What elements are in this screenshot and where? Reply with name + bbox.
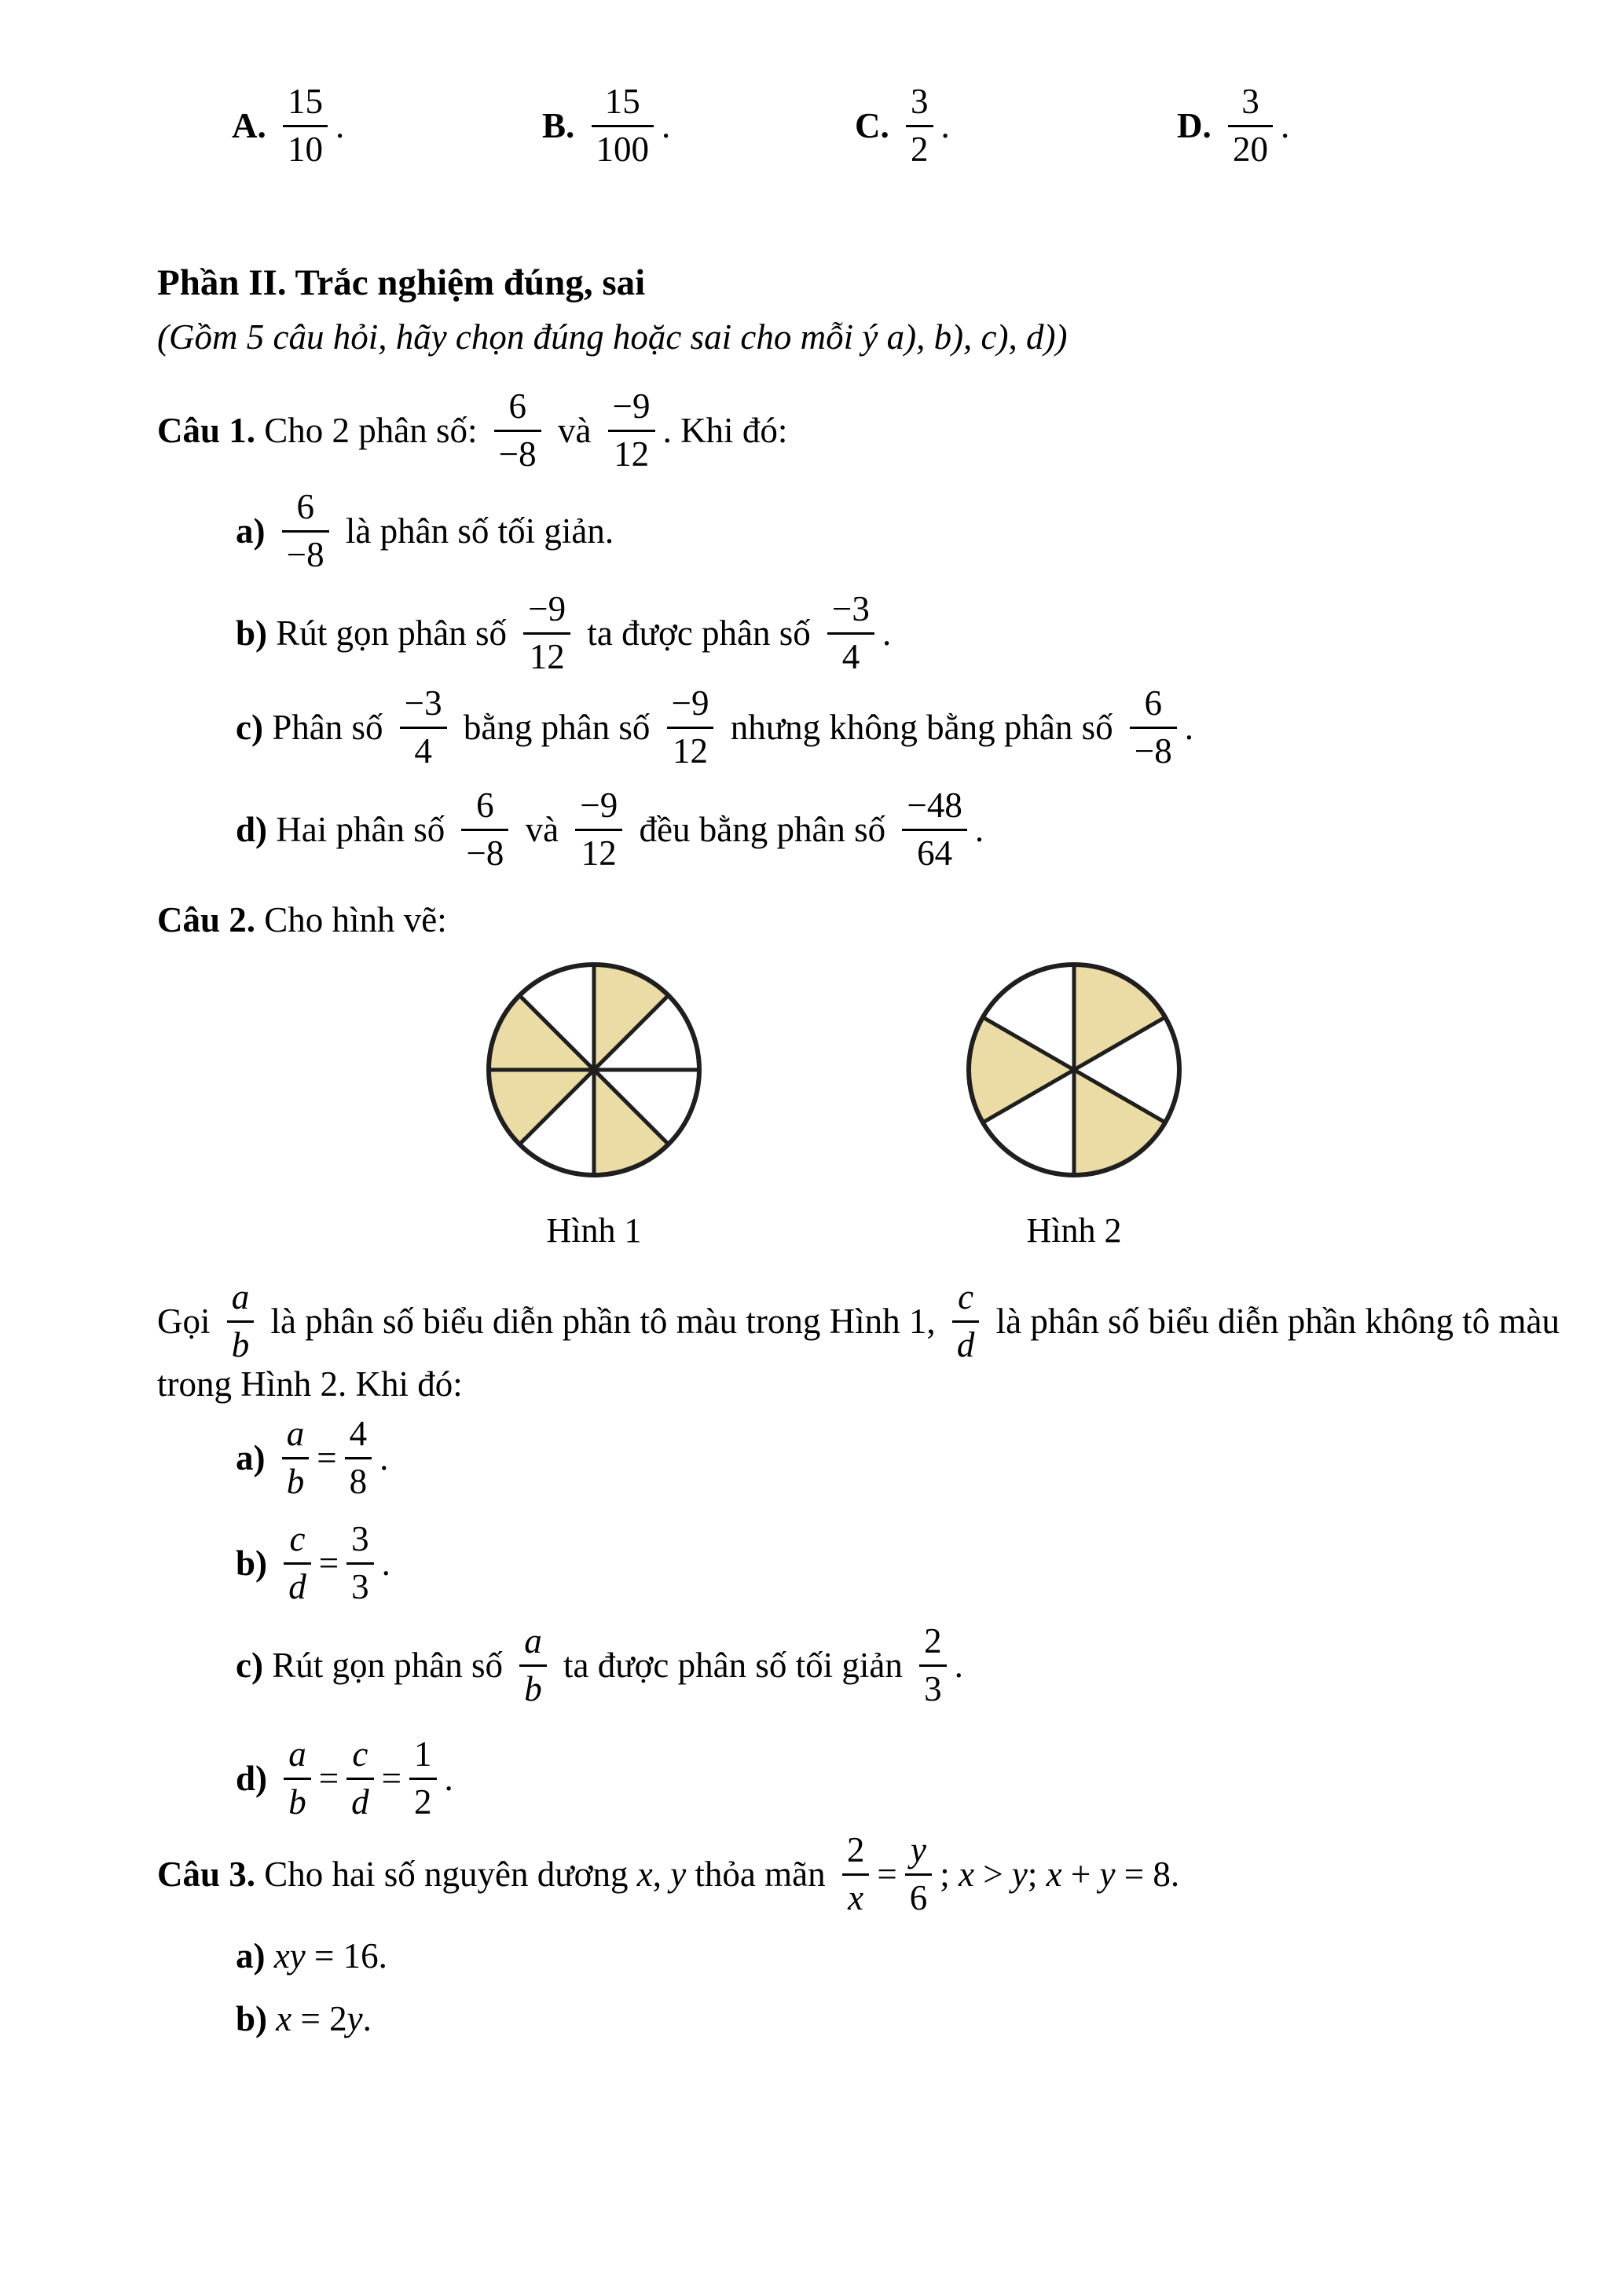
statement-1d: d) Hai phân số $\frac{6}{-8}$ và $\frac{-9}{12}$ đều bằng phân số $\frac{-48}{64}$ .: [236, 785, 984, 873]
question-2-definition-line-1: Gọi $\frac{a}{b}$ là phân số biểu diễn phần tô màu trong Hình 1, $\frac{c}{d}$ là phân số biểu diễn phần không tô màu: [157, 1277, 1560, 1364]
statement-2d: d) $\frac{a}{b}$ = $\frac{c}{d}$ = $\frac{1}{2}$ .: [236, 1734, 453, 1822]
answer-option-c: C. $\frac{3}{2}$ .: [855, 82, 950, 169]
answer-options-row: [0, 67, 1624, 185]
fraction: $\frac{1}{2}$: [409, 1736, 437, 1821]
figure-hinh-2: [964, 960, 1184, 1251]
fraction: $\frac{3}{2}$: [906, 83, 933, 168]
pie-figure-2: [964, 960, 1184, 1188]
statement-2a: a) $\frac{a}{b}$ = $\frac{4}{8}$ .: [236, 1414, 389, 1501]
figure-label: Hình 2: [1026, 1211, 1122, 1250]
question-3-intro: Câu 3. Cho hai số nguyên dương x , y thỏa mãn $\frac{2}{x}$ = $\frac{y}{6}$ ; x > y ; x + y = 8.: [157, 1830, 1180, 1917]
fraction: $\frac{2}{3}$: [919, 1623, 947, 1708]
fraction: $\frac{c}{d}$: [284, 1521, 311, 1606]
answer-option-a: A. $\frac{15}{10}$ .: [232, 82, 345, 169]
fraction: $\frac{6}{-8}$: [282, 489, 329, 573]
section-heading: Phần II. Trắc nghiệm đúng, sai: [157, 262, 646, 303]
fraction: $\frac{2}{x}$: [842, 1832, 870, 1917]
fraction: $\frac{-3}{4}$: [400, 685, 447, 770]
statement-2c: c) Rút gọn phân số $\frac{a}{b}$ ta được phân số tối giản $\frac{2}{3}$ .: [236, 1621, 963, 1708]
fraction: $\frac{6}{-8}$: [1130, 685, 1177, 770]
fraction: $\frac{-3}{4}$: [827, 591, 874, 676]
fraction: $\frac{a}{b}$: [227, 1279, 255, 1364]
fraction: $\frac{-9}{12}$: [575, 787, 622, 872]
statement-3a: a) xy = 16.: [236, 1936, 387, 1976]
fraction: $\frac{a}{b}$: [282, 1415, 310, 1500]
fraction: $\frac{-9}{12}$: [667, 685, 714, 770]
fraction: $\frac{3}{20}$: [1228, 83, 1273, 168]
statement-2b: b) $\frac{c}{d}$ = $\frac{3}{3}$ .: [236, 1519, 390, 1606]
pie-figure-1: [484, 960, 704, 1188]
answer-option-d: D. $\frac{3}{20}$ .: [1177, 82, 1290, 169]
statement-1b: b) Rút gọn phân số $\frac{-9}{12}$ ta được phân số $\frac{-3}{4}$ .: [236, 589, 892, 676]
section-note: (Gồm 5 câu hỏi, hãy chọn đúng hoặc sai cho mỗi ý a), b), c), d)): [157, 317, 1068, 357]
figure-label: Hình 1: [546, 1211, 642, 1250]
fraction: $\frac{4}{8}$: [345, 1415, 372, 1500]
fraction: $\frac{-9}{12}$: [523, 591, 570, 676]
question-2-definition-line-2: trong Hình 2. Khi đó:: [157, 1364, 463, 1404]
statement-1a: a) $\frac{6}{-8}$ là phân số tối giản.: [236, 487, 614, 574]
fraction: $\frac{a}{b}$: [284, 1736, 311, 1821]
statement-3b: b) x = 2 y .: [236, 1999, 372, 2038]
fraction: $\frac{3}{3}$: [346, 1521, 374, 1606]
fraction: $\frac{6}{-8}$: [461, 787, 508, 872]
fraction: $\frac{15}{10}$: [283, 83, 328, 168]
fraction: $\frac{6}{-8}$: [494, 388, 541, 473]
figure-hinh-1: [484, 960, 704, 1251]
fraction: $\frac{-9}{12}$: [608, 388, 655, 473]
statement-1c: c) Phân số $\frac{-3}{4}$ bằng phân số $\frac{-9}{12}$ nhưng không bằng phân số $\frac{6}{-8}$ .: [236, 683, 1193, 771]
question-1-intro: Câu 1. Cho 2 phân số: $\frac{6}{-8}$ và $\frac{-9}{12}$ . Khi đó:: [157, 386, 788, 474]
fraction: $\frac{y}{6}$: [905, 1832, 933, 1917]
fraction: $\frac{15}{100}$: [592, 83, 654, 168]
fraction: $\frac{c}{d}$: [952, 1279, 980, 1364]
answer-option-b: B. $\frac{15}{100}$ .: [542, 82, 671, 169]
fraction: $\frac{c}{d}$: [346, 1736, 374, 1821]
fraction: $\frac{-48}{64}$: [902, 787, 966, 872]
question-2-intro: Câu 2. Cho hình vẽ:: [157, 900, 447, 939]
fraction: $\frac{a}{b}$: [519, 1623, 547, 1708]
